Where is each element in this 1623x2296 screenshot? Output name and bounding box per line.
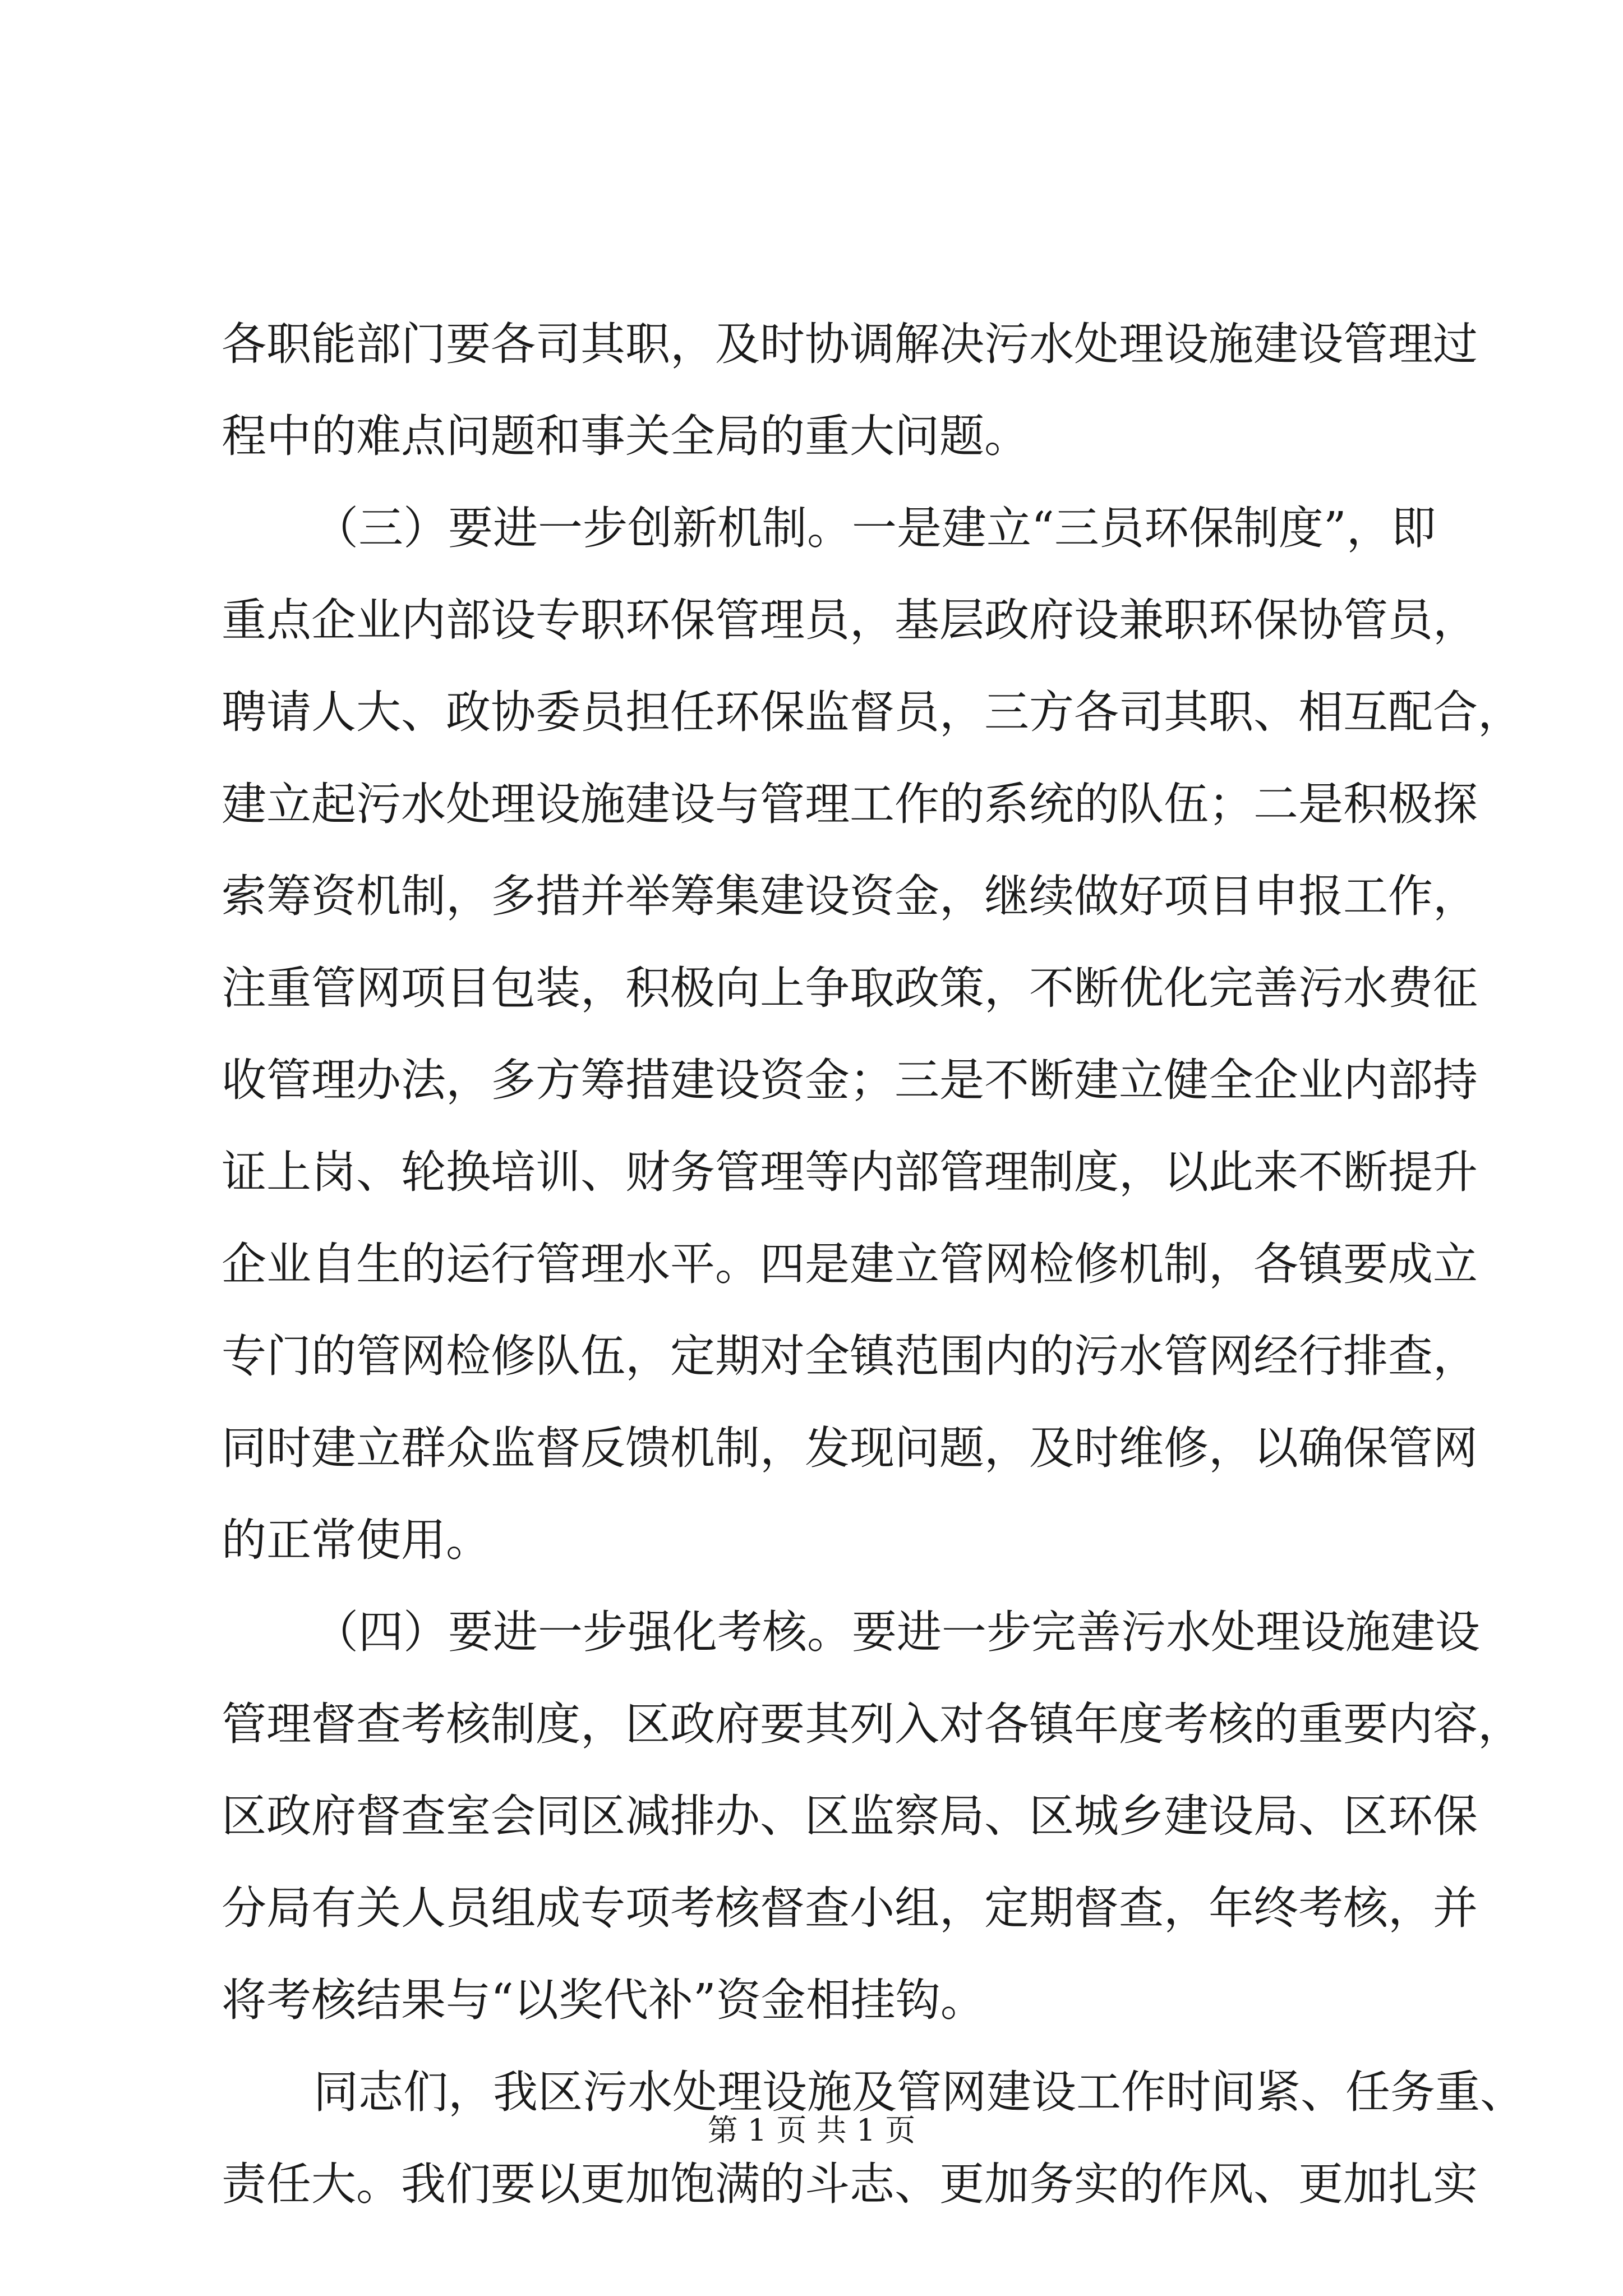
text-line: 责任大。我们要以更加饱满的斗志、更加务实的作风、更加扎实 [222,2158,1478,2210]
paragraph-start-line: 同志们，我区污水处理设施及管网建设工作时间紧、任务重、 [313,2066,1525,2118]
body-text [222,298,1525,2230]
text-line: 管理督查考核制度，区政府要其列入对各镇年度考核的重要内容， [222,1698,1523,1750]
text-line: 企业自生的运行管理水平。四是建立管网检修机制，各镇要成立 [222,1238,1478,1290]
paragraph-start-line: （四）要进一步强化考核。要进一步完善污水处理设施建设 [313,1606,1480,1658]
text-line: 分局有关人员组成专项考核督查小组，定期督查，年终考核，并 [222,1882,1478,1934]
text-line: 聘请人大、政协委员担任环保监督员，三方各司其职、相互配合， [222,686,1523,738]
text-line: 同时建立群众监督反馈机制，发现问题，及时维修，以确保管网 [222,1422,1478,1474]
text-line: 索筹资机制，多措并举筹集建设资金，继续做好项目申报工作， [222,870,1478,922]
text-line: 收管理办法，多方筹措建设资金；三是不断建立健全企业内部持 [222,1054,1478,1106]
text-line: 建立起污水处理设施建设与管理工作的系统的队伍；二是积极探 [222,778,1478,830]
text-line: 各职能部门要各司其职，及时协调解决污水处理设施建设管理过 [222,318,1478,370]
text-line: 区政府督查室会同区减排办、区监察局、区城乡建设局、区环保 [222,1790,1478,1842]
text-line: 注重管网项目包装，积极向上争取政策，不断优化完善污水费征 [222,962,1478,1014]
text-line: 证上岗、轮换培训、财务管理等内部管理制度，以此来不断提升 [222,1146,1478,1198]
paragraph-start-line: （三）要进一步创新机制。一是建立“三员环保制度”，即 [313,502,1436,554]
text-line: 将考核结果与“以奖代补”资金相挂钩。 [222,1974,985,2026]
text-line: 程中的难点问题和事关全局的重大问题。 [222,410,1029,462]
page-number-footer: 第 1 页 共 1 页 [707,2113,916,2148]
text-line: 专门的管网检修队伍，定期对全镇范围内的污水管网经行排查， [222,1330,1478,1382]
text-line: 重点企业内部设专职环保管理员，基层政府设兼职环保协管员， [222,594,1478,646]
text-line: 的正常使用。 [222,1514,491,1566]
